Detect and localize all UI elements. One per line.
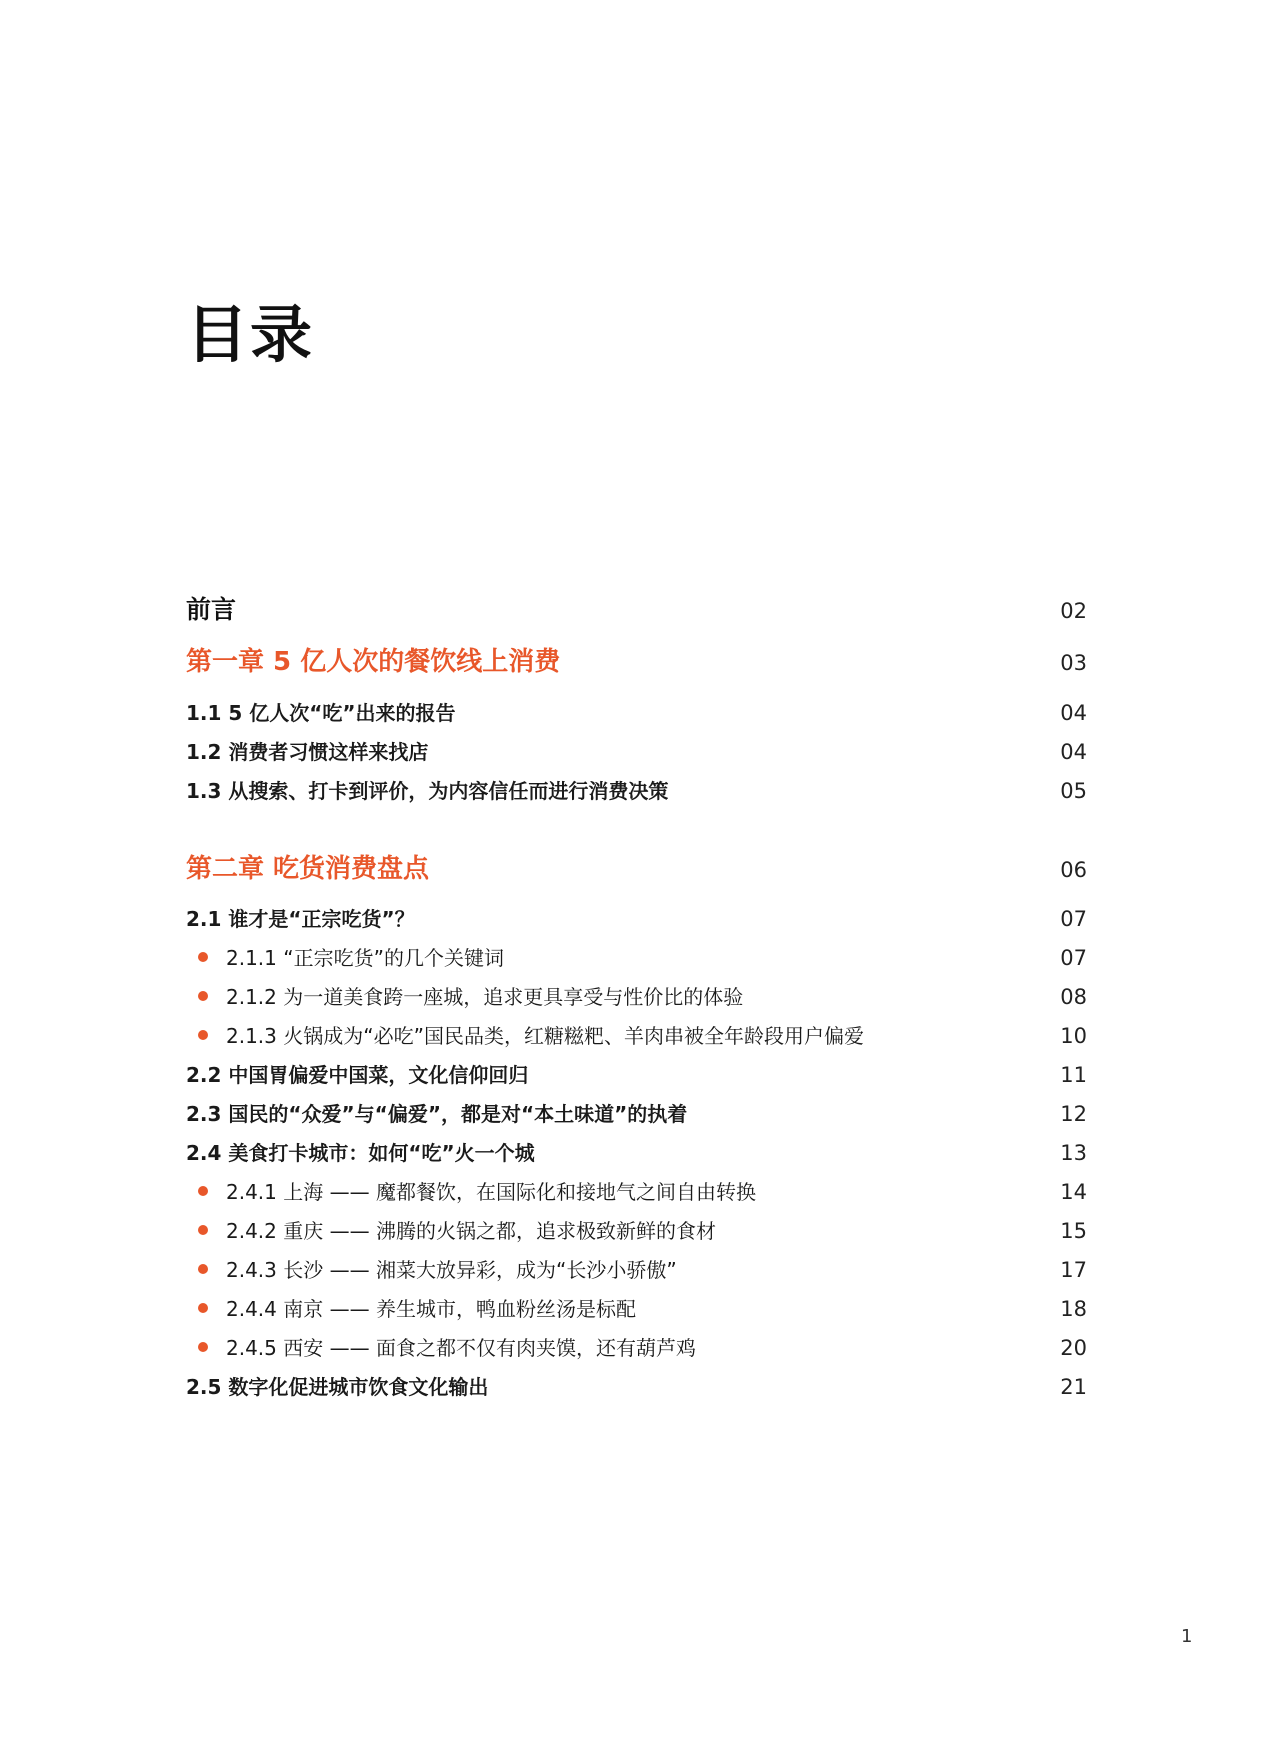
toc-entry-intro[interactable] (186, 590, 1087, 626)
toc-entry-label (186, 1332, 696, 1361)
toc-entry-page: 04 (1060, 701, 1087, 725)
toc-entry-page: 10 (1060, 1024, 1087, 1048)
toc-entry-label: 1.2 消费者习惯这样来找店 (186, 740, 429, 764)
toc-entry-label: 2.3 国民的“众爱”与“偏爱”，都是对“本土味道”的执着 (186, 1102, 688, 1126)
toc-entry-2-5[interactable] (186, 1371, 1087, 1400)
toc-entry-page: 14 (1060, 1180, 1087, 1204)
toc-entry-2-1[interactable] (186, 903, 1087, 932)
toc-entry-2-1-3[interactable] (186, 1020, 1087, 1049)
toc-entry-page: 04 (1060, 740, 1087, 764)
toc-entry-text: 2.1.3 火锅成为“必吃”国民品类，红糖糍粑、羊肉串被全年龄段用户偏爱 (226, 1024, 864, 1048)
toc-entry-2-4-3[interactable] (186, 1254, 1087, 1283)
footer-page-number: 1 (1181, 1626, 1193, 1647)
bullet-dot-icon (198, 1264, 208, 1274)
toc-entry-text: 2.4.5 西安 —— 面食之都不仅有肉夹馍，还有葫芦鸡 (226, 1336, 696, 1360)
toc-entry-1-1[interactable] (186, 697, 1087, 726)
toc-entry-page: 05 (1060, 779, 1087, 803)
toc-entry-text: 2.4.1 上海 —— 魔都餐饮，在国际化和接地气之间自由转换 (226, 1180, 756, 1204)
toc-entry-label: 1.3 从搜索、打卡到评价，为内容信任而进行消费决策 (186, 779, 669, 803)
toc-entry-label: 2.5 数字化促进城市饮食文化输出 (186, 1375, 489, 1399)
bullet-dot-icon (198, 1303, 208, 1313)
toc-entry-label (186, 942, 504, 971)
toc-entry-chapter-2[interactable] (186, 848, 1087, 885)
bullet-dot-icon (198, 1225, 208, 1235)
toc-entry-2-3[interactable] (186, 1098, 1087, 1127)
toc-entry-text: 2.4.3 长沙 —— 湘菜大放异彩，成为“长沙小骄傲” (226, 1258, 677, 1282)
page-title: 目录 (186, 297, 315, 371)
bullet-dot-icon (198, 991, 208, 1001)
bullet-dot-icon (198, 1342, 208, 1352)
toc-entry-page: 11 (1060, 1063, 1087, 1087)
toc-entry-2-4-2[interactable] (186, 1215, 1087, 1244)
toc-entry-text: 2.1.2 为一道美食跨一座城，追求更具享受与性价比的体验 (226, 985, 744, 1009)
toc-entry-label (186, 1215, 716, 1244)
toc-entry-2-1-2[interactable] (186, 981, 1087, 1010)
toc-entry-text: 2.4.4 南京 —— 养生城市，鸭血粉丝汤是标配 (226, 1297, 636, 1321)
toc-entry-label (186, 1020, 864, 1049)
toc-entry-text: 2.1.1 “正宗吃货”的几个关键词 (226, 946, 504, 970)
bullet-dot-icon (198, 1030, 208, 1040)
toc-entry-label (186, 1254, 677, 1283)
toc-entry-2-1-1[interactable] (186, 942, 1087, 971)
toc-entry-2-4-1[interactable] (186, 1176, 1087, 1205)
toc-entry-label: 2.2 中国胃偏爱中国菜，文化信仰回归 (186, 1063, 529, 1087)
toc-entry-label: 第一章 5 亿人次的餐饮线上消费 (186, 647, 561, 677)
toc-entry-label (186, 1293, 636, 1322)
toc-entry-label (186, 981, 743, 1010)
toc-entry-label: 2.4 美食打卡城市：如何“吃”火一个城 (186, 1141, 535, 1165)
toc-entry-text: 2.4.2 重庆 —— 沸腾的火锅之都，追求极致新鲜的食材 (226, 1219, 716, 1243)
toc-entry-1-2[interactable] (186, 736, 1087, 765)
toc-entry-label: 前言 (186, 595, 237, 624)
toc-entry-page: 17 (1060, 1258, 1087, 1282)
toc-entry-page: 21 (1060, 1375, 1087, 1399)
toc-entry-label: 1.1 5 亿人次“吃”出来的报告 (186, 701, 456, 725)
toc-entry-page: 12 (1060, 1102, 1087, 1126)
toc-entry-page: 07 (1060, 907, 1087, 931)
toc-entry-page: 13 (1060, 1141, 1087, 1165)
toc-entry-page: 08 (1060, 985, 1087, 1009)
toc-entry-2-4-5[interactable] (186, 1332, 1087, 1361)
toc-entry-page: 20 (1060, 1336, 1087, 1360)
toc-entry-page: 03 (1060, 651, 1087, 675)
toc-entry-2-2[interactable] (186, 1059, 1087, 1088)
toc-entry-page: 15 (1060, 1219, 1087, 1243)
toc-entry-label: 第二章 吃货消费盘点 (186, 854, 430, 884)
toc-entry-page: 07 (1060, 946, 1087, 970)
toc-entry-page: 06 (1060, 858, 1087, 882)
bullet-dot-icon (198, 1186, 208, 1196)
toc-entry-label: 2.1 谁才是“正宗吃货”？ (186, 907, 415, 931)
bullet-dot-icon (198, 952, 208, 962)
toc-entry-page: 18 (1060, 1297, 1087, 1321)
toc-entry-page: 02 (1060, 599, 1087, 623)
toc-entry-chapter-1[interactable] (186, 641, 1087, 678)
toc-entry-label (186, 1176, 756, 1205)
toc-entry-1-3[interactable] (186, 775, 1087, 804)
toc-entry-2-4[interactable] (186, 1137, 1087, 1166)
toc-entry-2-4-4[interactable] (186, 1293, 1087, 1322)
